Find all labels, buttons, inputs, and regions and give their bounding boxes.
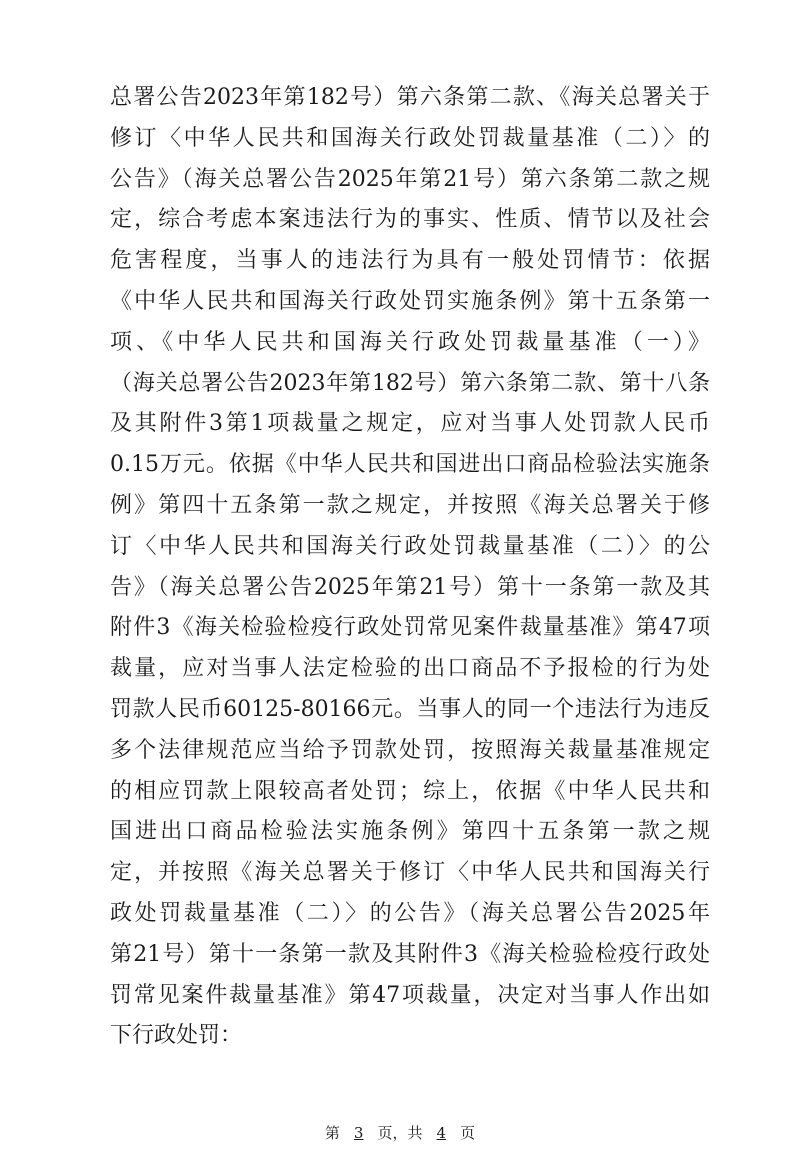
text-line: 例》第四十五条第一款之规定，并按照《海关总署关于修	[110, 492, 710, 518]
text-line: （海关总署公告2023年第182号）第六条第二款、第十八条	[110, 370, 710, 396]
text-line: 附件3《海关检验检疫行政处罚常见案件裁量基准》第47项	[110, 615, 710, 641]
text-line: 《中华人民共和国海关行政处罚实施条例》第十五条第一	[110, 288, 710, 314]
text-line: 修订〈中华人民共和国海关行政处罚裁量基准（二）〉的	[110, 125, 710, 151]
text-line: 告》（海关总署公告2025年第21号）第十一条第一款及其	[110, 574, 710, 600]
text-line: 政处罚裁量基准（二）〉的公告》（海关总署公告2025年	[110, 900, 710, 926]
text-line: 项、《中华人民共和国海关行政处罚裁量基准（一）》	[110, 329, 710, 355]
text-line: 及其附件3第1项裁量之规定，应对当事人处罚款人民币	[110, 411, 710, 437]
text-line: 0.15万元。依据《中华人民共和国进出口商品检验法实施条	[110, 452, 710, 478]
page-footer	[0, 1122, 800, 1143]
text-line: 订〈中华人民共和国海关行政处罚裁量基准（二）〉的公	[110, 533, 710, 559]
text-line: 裁量，应对当事人法定检验的出口商品不予报检的行为处	[110, 656, 710, 682]
text-line: 定，综合考虑本案违法行为的事实、性质、情节以及社会	[110, 207, 710, 233]
text-line: 定，并按照《海关总署关于修订〈中华人民共和国海关行	[110, 860, 710, 886]
text-line: 罚款人民币60125-80166元。当事人的同一个违法行为违反	[110, 696, 710, 722]
text-line: 下行政处罚：	[110, 1023, 243, 1049]
footer-mid: 页，共	[377, 1124, 423, 1142]
text-line: 多个法律规范应当给予罚款处罚，按照海关裁量基准规定	[110, 737, 710, 763]
text-line: 总署公告2023年第182号）第六条第二款、《海关总署关于	[110, 85, 710, 110]
body-text	[110, 78, 710, 1057]
text-line: 危害程度，当事人的违法行为具有一般处罚情节：依据	[110, 248, 710, 274]
text-line: 罚常见案件裁量基准》第47项裁量，决定对当事人作出如	[110, 982, 710, 1008]
footer-suffix: 页	[460, 1124, 476, 1142]
current-page-number: 3	[353, 1124, 364, 1142]
footer-prefix: 第	[324, 1124, 340, 1142]
text-line: 第21号）第十一条第一款及其附件3《海关检验检疫行政处	[110, 941, 710, 967]
text-line: 的相应罚款上限较高者处罚；综上，依据《中华人民共和	[110, 778, 710, 804]
text-line: 国进出口商品检验法实施条例》第四十五条第一款之规	[110, 819, 710, 845]
total-pages-number: 4	[436, 1124, 447, 1142]
text-line: 公告》（海关总署公告2025年第21号）第六条第二款之规	[110, 166, 710, 192]
